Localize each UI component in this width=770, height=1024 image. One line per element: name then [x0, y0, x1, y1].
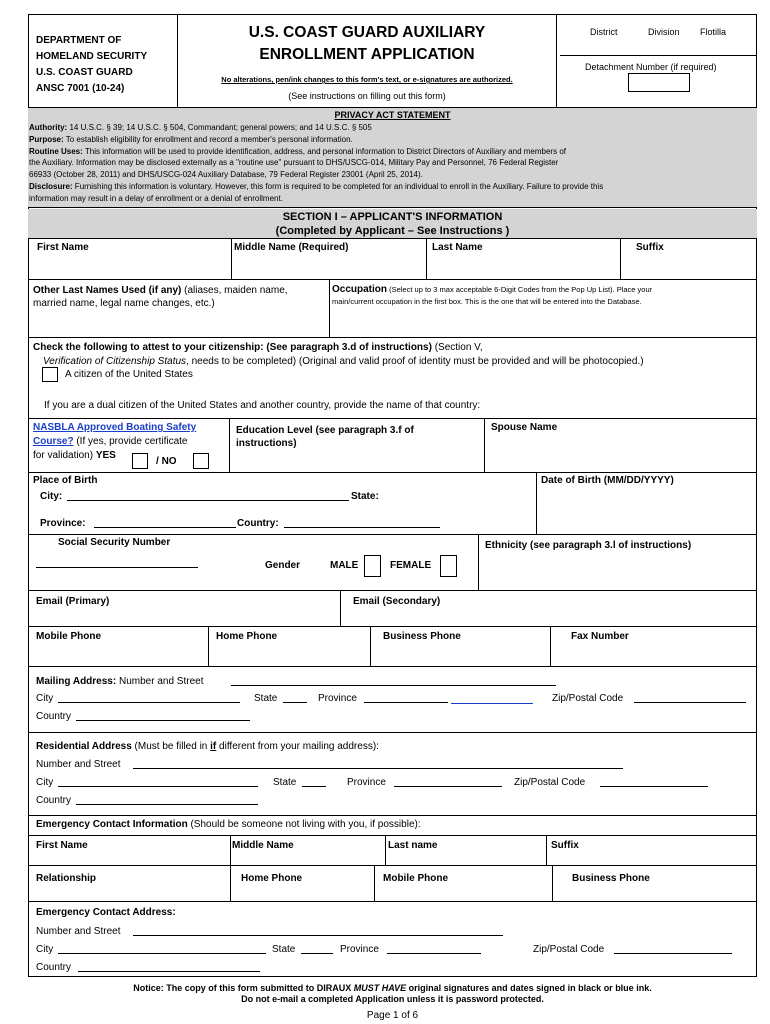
residential-street-input[interactable]: [133, 759, 623, 769]
mailing-label: Mailing Address:: [36, 676, 117, 687]
row-line: [28, 865, 757, 866]
birth-province-input[interactable]: [94, 518, 236, 528]
residential-state-label: State: [273, 777, 297, 788]
occupation-label: Occupation: [332, 284, 388, 295]
ssn-input[interactable]: [36, 558, 198, 568]
row-line: [28, 337, 757, 338]
instructions-note: (See instructions on filling out this form): [288, 91, 446, 101]
col-line: [385, 835, 386, 865]
agency-block: [36, 33, 147, 97]
ethnicity-field[interactable]: Ethnicity (see paragraph 3.l of instructions): [485, 540, 692, 551]
nasbla-link[interactable]: NASBLA Approved Boating Safety: [33, 422, 197, 433]
emergency-home-phone-field[interactable]: Home Phone: [241, 873, 303, 884]
emergency-business-phone-field[interactable]: Business Phone: [572, 873, 650, 884]
col-line: [546, 835, 547, 865]
mailing-country-label: Country: [36, 711, 72, 722]
relationship-field[interactable]: Relationship: [36, 873, 97, 884]
col-line: [478, 534, 479, 590]
mailing-street-label: [36, 676, 203, 687]
mobile-phone-field[interactable]: Mobile Phone: [36, 631, 101, 642]
mailing-city-label: City: [36, 693, 54, 704]
disclosure-text: Furnishing this information is voluntary. However, this form is required to be completed for an individual to enroll in the Auxiliary. Failure to provide this: [72, 181, 604, 191]
notice: [28, 983, 757, 1005]
nasbla-note: (If yes, provide certificate: [73, 436, 188, 447]
residential-province-input[interactable]: [394, 777, 502, 787]
other-names-note: (aliases, maiden name,: [181, 285, 288, 296]
mailing-country-input[interactable]: [76, 711, 250, 721]
dual-citizen-field[interactable]: If you are a dual citizen of the United States and another country, provide the name of that country:: [44, 400, 481, 411]
row-line: [28, 901, 757, 902]
no-text: NO: [161, 456, 177, 467]
agency-line: HOMELAND SECURITY: [36, 51, 148, 62]
citizen-checkbox-label: A citizen of the United States: [65, 369, 193, 380]
row-line: [28, 815, 757, 816]
emergency-state-input[interactable]: [301, 944, 333, 954]
agency-line: DEPARTMENT OF: [36, 35, 122, 46]
row-line: [28, 626, 757, 627]
unit-underline: [560, 55, 756, 56]
emergency-mobile-phone-field[interactable]: Mobile Phone: [383, 873, 448, 884]
nasbla-yes-checkbox[interactable]: [132, 453, 148, 469]
spouse-field[interactable]: Spouse Name: [491, 422, 558, 433]
col-line: [229, 418, 230, 473]
residential-note-if: if: [210, 741, 217, 752]
other-names-note: married name, legal name changes, etc.): [33, 298, 215, 309]
email-primary-field[interactable]: Email (Primary): [36, 596, 110, 607]
col-line: [552, 865, 553, 901]
title-line: U.S. COAST GUARD AUXILIARY: [248, 24, 486, 41]
birth-country-input[interactable]: [284, 518, 440, 528]
routine-text: the Auxiliary. Information may be disclosed externally as a "routine use" pursuant to DHS/USCG-014, Military Pay and Personnel, 76 Federal Register: [29, 158, 559, 168]
residential-province-label: Province: [347, 777, 386, 788]
residential-label: [36, 741, 379, 752]
birth-province-label: Province:: [40, 518, 86, 529]
disclosure-label: Disclosure:: [29, 181, 73, 191]
fax-field[interactable]: Fax Number: [571, 631, 629, 642]
page-number: Page 1 of 6: [366, 1010, 419, 1021]
col-line: [340, 590, 341, 626]
residential-country-input[interactable]: [76, 795, 258, 805]
residential-title: Residential Address: [36, 741, 132, 752]
form-title: [178, 22, 556, 66]
business-phone-field[interactable]: Business Phone: [383, 631, 461, 642]
col-line: [230, 835, 231, 865]
col-line: [230, 865, 231, 901]
bottom-border: [28, 976, 757, 977]
nasbla-note: for validation): [33, 450, 94, 461]
col-line: [536, 472, 537, 534]
residential-country-label: Country: [36, 795, 72, 806]
header-divider: [556, 14, 557, 107]
emergency-zip-input[interactable]: [614, 944, 732, 954]
emergency-suffix-field[interactable]: Suffix: [551, 840, 579, 851]
place-of-birth-label: Place of Birth: [33, 475, 98, 486]
citizenship-note: , needs to be completed) (Original and valid proof of identity must be provided and will be photocopied.): [186, 355, 644, 367]
col-line: [426, 239, 427, 279]
mailing-province-input[interactable]: [364, 693, 448, 703]
row-line: [28, 279, 757, 280]
education-label: Education Level (see paragraph 3.f of: [236, 425, 414, 436]
detachment-input[interactable]: [628, 73, 690, 92]
disclosure-text: information may result in a delay of enrollment or a denial of enrollment.: [29, 193, 283, 203]
occupation-field[interactable]: [332, 282, 652, 308]
routine-text: 66933 (October 28, 2011) and DHS/USCG-024 Auxiliary Database, 79 Federal Register 23001 (April 25, 2014).: [29, 170, 423, 180]
row-line: [28, 472, 757, 473]
row-line: [28, 590, 757, 591]
emergency-country-input[interactable]: [78, 962, 260, 972]
residential-city-input[interactable]: [58, 777, 258, 787]
male-label: MALE: [330, 560, 359, 571]
emergency-title: Emergency Contact Information: [36, 819, 188, 830]
emergency-first-name-field[interactable]: First Name: [36, 840, 88, 851]
residential-zip-input[interactable]: [600, 777, 708, 787]
birth-country-label: Country:: [237, 518, 279, 529]
birth-city-input[interactable]: [67, 491, 349, 501]
section-title: SECTION I – APPLICANT'S INFORMATION: [282, 211, 503, 223]
education-field[interactable]: [236, 424, 414, 450]
home-phone-field[interactable]: Home Phone: [216, 631, 278, 642]
col-line: [550, 626, 551, 666]
citizenship-block: [33, 341, 644, 368]
occupation-note: (Select up to 3 max acceptable 6-Digit Codes from the Pop Up List). Place your: [387, 285, 653, 294]
privacy-body: [29, 122, 757, 205]
emergency-note: (Should be someone not living with you, if possible):: [187, 819, 421, 830]
authority-label: Authority:: [29, 123, 68, 132]
emergency-city-input[interactable]: [58, 944, 266, 954]
residential-city-label: City: [36, 777, 54, 788]
row-line: [28, 534, 757, 535]
section-subtitle: (Completed by Applicant – See Instructions ): [275, 225, 510, 237]
mailing-state-input[interactable]: [283, 693, 307, 703]
education-label: instructions): [236, 438, 297, 449]
routine-label: Routine Uses:: [29, 146, 83, 156]
alteration-warning: No alterations, pen/ink changes to this form's text, or e-signatures are authorized.: [221, 75, 513, 84]
col-line: [231, 239, 232, 279]
citizen-checkbox[interactable]: [42, 367, 58, 382]
mailing-state-label: State: [254, 693, 278, 704]
notice-emphasis: MUST HAVE: [353, 983, 407, 993]
purpose-text: To establish eligibility for enrollment and record a member's personal information.: [63, 134, 353, 144]
birth-state-label: State:: [351, 491, 379, 502]
residential-zip-label: Zip/Postal Code: [514, 777, 586, 788]
last-name-field[interactable]: Last Name: [432, 242, 483, 253]
residential-note: different from your mailing address):: [216, 741, 379, 752]
female-checkbox[interactable]: [440, 555, 457, 577]
col-line: [370, 626, 371, 666]
gender-label: Gender: [265, 560, 301, 571]
female-label: FEMALE: [390, 560, 432, 571]
row-line: [28, 835, 757, 836]
col-line: [374, 865, 375, 901]
notice-text: Notice: The copy of this form submitted to DIRAUX: [133, 983, 354, 993]
male-checkbox[interactable]: [364, 555, 381, 577]
middle-name-field[interactable]: Middle Name (Required): [234, 242, 349, 253]
nasbla-no-checkbox[interactable]: [193, 453, 209, 469]
district-label: District: [590, 27, 618, 37]
citizenship-label: Check the following to attest to your citizenship: (See paragraph 3.d of instructions): [33, 342, 432, 353]
other-names-label: Other Last Names Used (if any): [33, 285, 182, 296]
mailing-zip-label: Zip/Postal Code: [552, 693, 624, 704]
residential-note: (Must be filled in: [131, 741, 211, 752]
form-number: ANSC 7001 (10-24): [36, 83, 125, 94]
emergency-state-label: State: [272, 944, 296, 955]
flotilla-label: Flotilla: [700, 27, 727, 37]
suffix-field[interactable]: Suffix: [636, 242, 664, 253]
occupation-note: main/current occupation in the first box. This is the one that will be entered into the Database.: [332, 297, 642, 306]
citizenship-ref: Verification of Citizenship Status: [43, 355, 187, 367]
mailing-street-input[interactable]: [231, 676, 556, 686]
title-line: ENROLLMENT APPLICATION: [259, 46, 475, 63]
col-line: [329, 279, 330, 337]
residential-state-input[interactable]: [302, 777, 326, 787]
row-line: [28, 666, 757, 667]
mailing-province-link[interactable]: [451, 703, 533, 704]
purpose-label: Purpose:: [29, 134, 64, 144]
emergency-city-label: City: [36, 944, 54, 955]
mailing-city-input[interactable]: [58, 693, 240, 703]
emergency-street-label: Number and Street: [36, 926, 121, 937]
privacy-heading: PRIVACY ACT STATEMENT: [334, 110, 451, 120]
emergency-last-name-field[interactable]: Last name: [388, 840, 438, 851]
notice-text: original signatures and dates signed in black or blue ink.: [406, 983, 652, 993]
emergency-province-label: Province: [340, 944, 379, 955]
notice-text: Do not e-mail a completed Application unless it is password protected.: [241, 994, 544, 1004]
dob-field[interactable]: Date of Birth (MM/DD/YYYY): [541, 475, 674, 486]
emergency-address-label: Emergency Contact Address:: [36, 907, 176, 918]
row-line: [28, 732, 757, 733]
residential-street-label: Number and Street: [36, 759, 121, 770]
col-line: [620, 239, 621, 279]
agency-line: U.S. COAST GUARD: [36, 67, 133, 78]
col-line: [208, 626, 209, 666]
birth-city-label: City:: [40, 491, 63, 502]
yes-label: YES: [95, 450, 116, 461]
nasbla-link[interactable]: Course?: [33, 436, 74, 447]
ssn-label: Social Security Number: [58, 537, 171, 548]
detachment-label: Detachment Number (if required): [585, 62, 717, 72]
section1-title: [28, 210, 757, 238]
emergency-middle-name-field[interactable]: Middle Name: [232, 840, 294, 851]
street-label: Number and Street: [116, 676, 204, 687]
top-border: [28, 14, 757, 15]
other-names-field[interactable]: [33, 284, 288, 310]
emergency-province-input[interactable]: [387, 944, 481, 954]
emergency-street-input[interactable]: [133, 926, 503, 936]
citizenship-note: (Section V,: [431, 342, 483, 353]
email-secondary-field[interactable]: Email (Secondary): [353, 596, 441, 607]
routine-text: This information will be used to provide identification, address, and personal information to District Directors of Auxiliary and members of: [82, 146, 566, 156]
authority-text: 14 U.S.C. § 39; 14 U.S.C. § 504, Commandant; general powers; and 14 U.S.C. § 505: [67, 123, 372, 132]
no-label: / NO: [156, 456, 177, 467]
first-name-field[interactable]: First Name: [37, 242, 89, 253]
emergency-info-label: [36, 819, 421, 830]
emergency-country-label: Country: [36, 962, 72, 973]
col-line: [484, 418, 485, 473]
row-line: [28, 418, 757, 419]
division-label: Division: [648, 27, 680, 37]
mailing-zip-input[interactable]: [634, 693, 746, 703]
emergency-zip-label: Zip/Postal Code: [533, 944, 605, 955]
mailing-province-label: Province: [318, 693, 357, 704]
